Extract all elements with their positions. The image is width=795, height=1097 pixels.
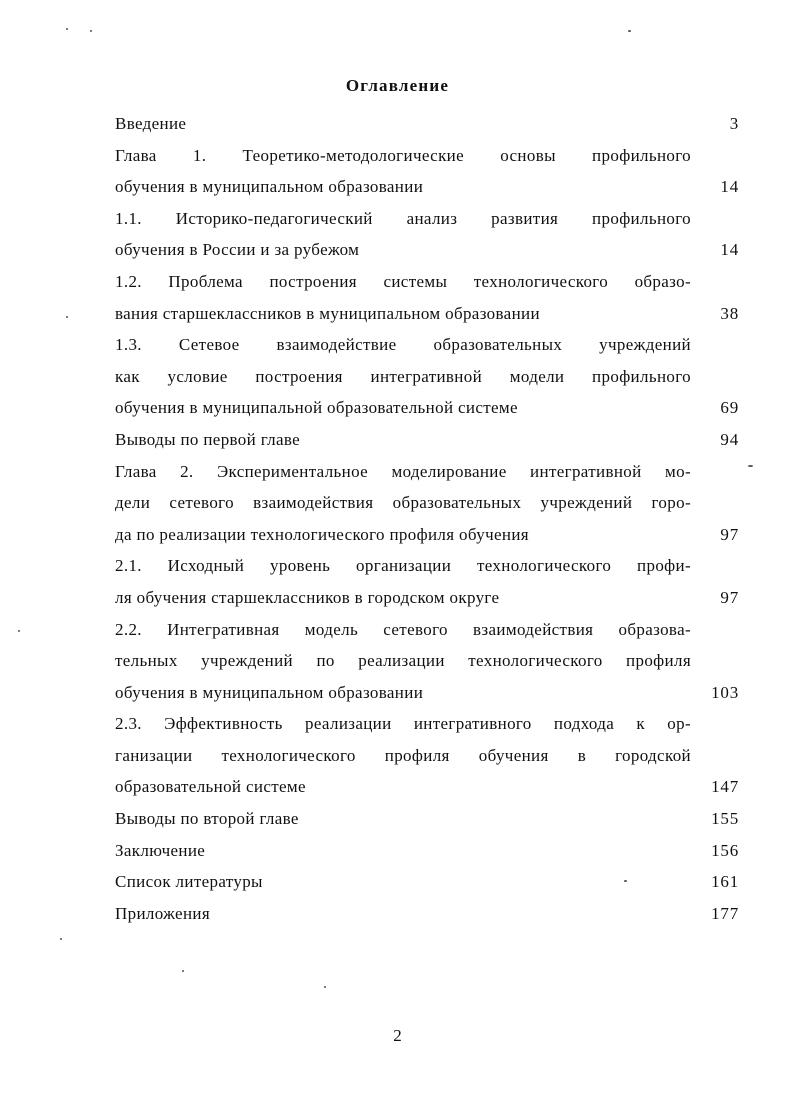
scan-speck: [182, 970, 184, 972]
toc-entry-line: Введение: [115, 114, 187, 133]
toc-page-number: 14: [720, 177, 739, 197]
toc-page-number: 3: [729, 114, 739, 133]
toc-entry-line: вания старшеклассников в муниципальном образовании: [115, 303, 540, 323]
toc-entry-line: 1.3. Сетевое взаимодействие образовательных учреждений: [115, 335, 691, 355]
toc-page-number: 156: [711, 840, 739, 860]
toc-page-number: 97: [720, 524, 739, 544]
table-of-contents: [115, 108, 739, 929]
scan-speck: [624, 880, 627, 882]
toc-entry-line: 1.1. Историко-педагогический анализ развития профильного: [115, 208, 691, 228]
toc-page-number: 69: [720, 398, 739, 418]
toc-entry-line: дели сетевого взаимодействия образовательных учреждений горо-: [115, 493, 691, 513]
toc-page-number: 177: [711, 903, 739, 923]
toc-entry: [115, 898, 739, 930]
toc-entry-line: Выводы по первой главе: [115, 429, 301, 449]
scan-speck: [66, 316, 68, 318]
toc-entry-line: Глава 1. Теоретико-методологические основы профильного: [115, 145, 691, 165]
toc-page-number: 155: [711, 809, 739, 829]
toc-entry: [115, 140, 739, 203]
toc-entry-line: обучения в муниципальном образовании: [115, 177, 424, 197]
toc-entry: [115, 614, 739, 709]
toc-page-number: 161: [711, 872, 739, 892]
page-number: 2: [393, 1026, 402, 1045]
toc-entry-line: Глава 2. Экспериментальное моделирование интегративной мо-: [115, 461, 691, 481]
toc-entry: [115, 866, 739, 898]
toc-page-number: 147: [711, 777, 739, 797]
toc-entry-line: ля обучения старшеклассников в городском округе: [115, 587, 500, 607]
toc-entry-line: 2.3. Эффективность реализации интегративного подхода к ор-: [115, 714, 691, 734]
toc-entry: [115, 803, 739, 835]
scan-speck: [324, 986, 326, 988]
toc-entry-line: тельных учреждений по реализации технологического профиля: [115, 651, 691, 671]
scan-speck: [60, 938, 62, 940]
toc-entry-line: образовательной системе: [115, 777, 306, 797]
toc-page-number: 38: [720, 303, 739, 323]
toc-entry: [115, 108, 739, 140]
toc-entry: [115, 550, 739, 613]
toc-entry-line: обучения в муниципальном образовании: [115, 682, 424, 702]
toc-entry-line: 1.2. Проблема построения системы технологического образо-: [115, 271, 691, 291]
toc-entry-line: ганизации технологического профиля обучения в городской: [115, 745, 691, 765]
toc-entry-line: Приложения: [115, 903, 211, 923]
toc-entry-line: обучения в муниципальной образовательной системе: [115, 398, 518, 418]
toc-entry-line: 2.1. Исходный уровень организации технологического профи-: [115, 556, 691, 576]
toc-entry: [115, 456, 739, 551]
toc-entry: [115, 203, 739, 266]
toc-page-number: 94: [720, 429, 739, 449]
toc-page-number: 97: [720, 587, 739, 607]
toc-entry: [115, 708, 739, 803]
toc-entry: [115, 835, 739, 867]
toc-entry-line: Список литературы: [115, 872, 263, 892]
toc-entry: [115, 266, 739, 329]
scan-speck: [66, 28, 68, 30]
toc-entry-line: да по реализации технологического профиля обучения: [115, 524, 529, 544]
toc-page-number: 14: [720, 240, 739, 260]
toc-entry-line: 2.2. Интегративная модель сетевого взаимодействия образова-: [115, 619, 691, 639]
toc-entry: [115, 424, 739, 456]
scan-speck: [90, 30, 92, 32]
toc-entry-line: как условие построения интегративной модели профильного: [115, 366, 691, 386]
page-title: Оглавление: [345, 76, 450, 95]
scan-speck: [628, 30, 631, 32]
scan-speck: [748, 465, 753, 467]
toc-entry-line: Заключение: [115, 840, 206, 860]
toc-page-number: 103: [711, 682, 739, 702]
scan-speck: [18, 630, 20, 632]
toc-entry: [115, 329, 739, 424]
toc-entry-line: Выводы по второй главе: [115, 809, 299, 829]
toc-entry-line: обучения в России и за рубежом: [115, 240, 360, 260]
